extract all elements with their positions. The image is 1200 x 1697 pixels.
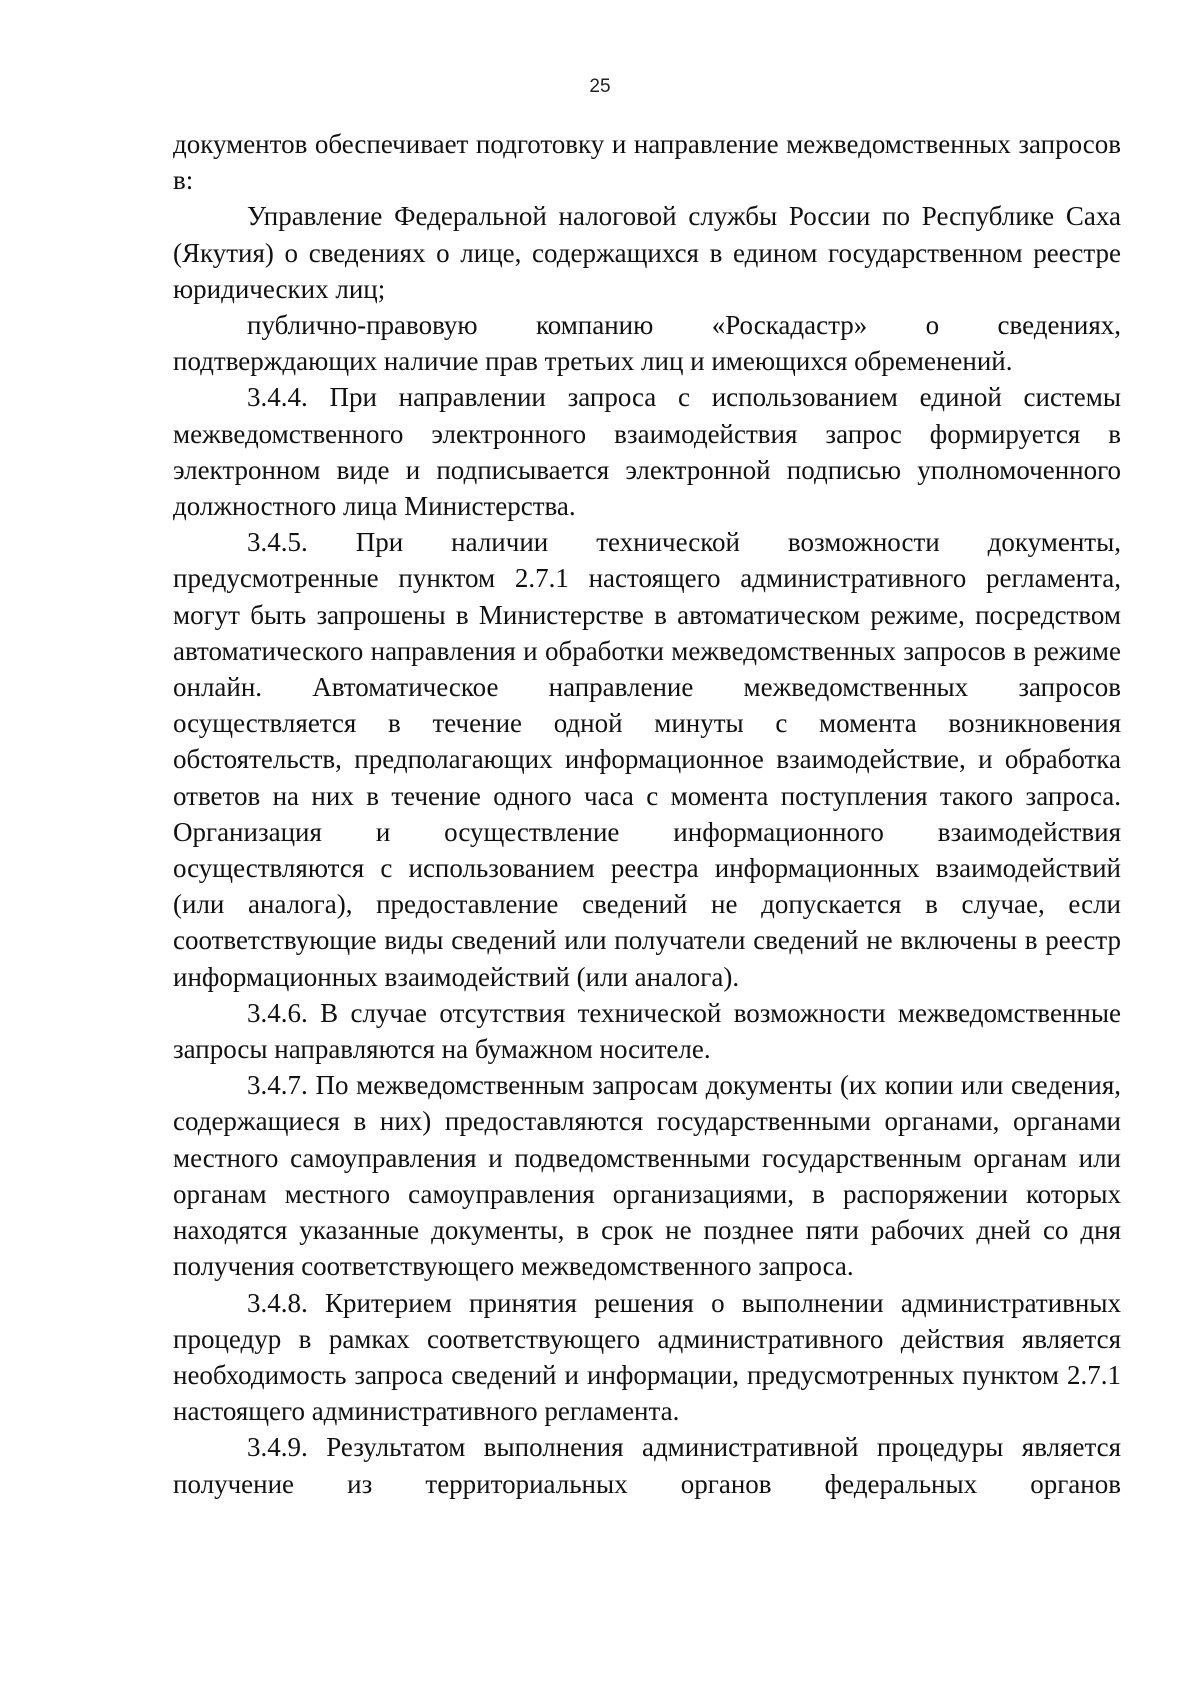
paragraph-3-4-4: 3.4.4. При направлении запроса с использованием единой системы межведомственного электронного взаимодействия запрос формируется в электронном виде и подписывается электронной подписью уполномоченного должностного лица Министерства. (173, 382, 1121, 522)
document-body (173, 126, 1121, 1502)
paragraph-3-4-5: 3.4.5. При наличии технической возможности документы, предусмотренные пунктом 2.7.1 настоящего административного регламента, могут быть запрошены в Министерстве в автоматическом режиме, посредством автоматического направления и обработки межведомственных запросов в режиме онлайн. Автоматическое направление межведомственных запросов осуществляется в течение одной минуты с момента возникновения обстоятельств, предполагающих информационное взаимодействие, и обработка ответов на них в течение одного часа с момента поступления такого запроса. Организация и осуществление информационного взаимодействия осуществляются с использованием реестра информационных взаимодействий (или аналога), предоставление сведений не допускается в случае, если соответствующие виды сведений или получатели сведений не включены в реестр информационных взаимодействий (или аналога). (173, 527, 1121, 992)
paragraph-3-4-8: 3.4.8. Критерием принятия решения о выполнении административных процедур в рамках соответствующего административного действия является необходимость запроса сведений и информации, предусмотренных пунктом 2.7.1 настоящего административного регламента. (173, 1287, 1121, 1427)
paragraph-roskadastr: публично-правовую компанию «Роскадастр» о сведениях, подтверждающих наличие прав третьих лиц и имеющихся обременений. (173, 310, 1121, 377)
paragraph-3-4-9: 3.4.9. Результатом выполнения административной процедуры является получение из территориальных органов федеральных органов (173, 1432, 1121, 1499)
paragraph-3-4-6: 3.4.6. В случае отсутствия технической возможности межведомственные запросы направляются на бумажном носителе. (173, 997, 1121, 1065)
page-number: 25 (589, 76, 611, 97)
paragraph-3-4-7: 3.4.7. По межведомственным запросам документы (их копии или сведения, содержащиеся в них) предоставляются государственными органами, органами местного самоуправления и подведомственными государственным органам или органам местного самоуправления организациями, в распоряжении которых находятся указанные документы, в срок не позднее пяти рабочих дней со дня получения соответствующего межведомственного запроса. (173, 1070, 1121, 1282)
paragraph-continuation: документов обеспечивает подготовку и направление межведомственных запросов в: (173, 129, 1121, 196)
paragraph-tax-service: Управление Федеральной налоговой службы России по Республике Саха (Якутия) о сведениях о лице, содержащихся в едином государственном реестре юридических лиц; (173, 201, 1121, 304)
